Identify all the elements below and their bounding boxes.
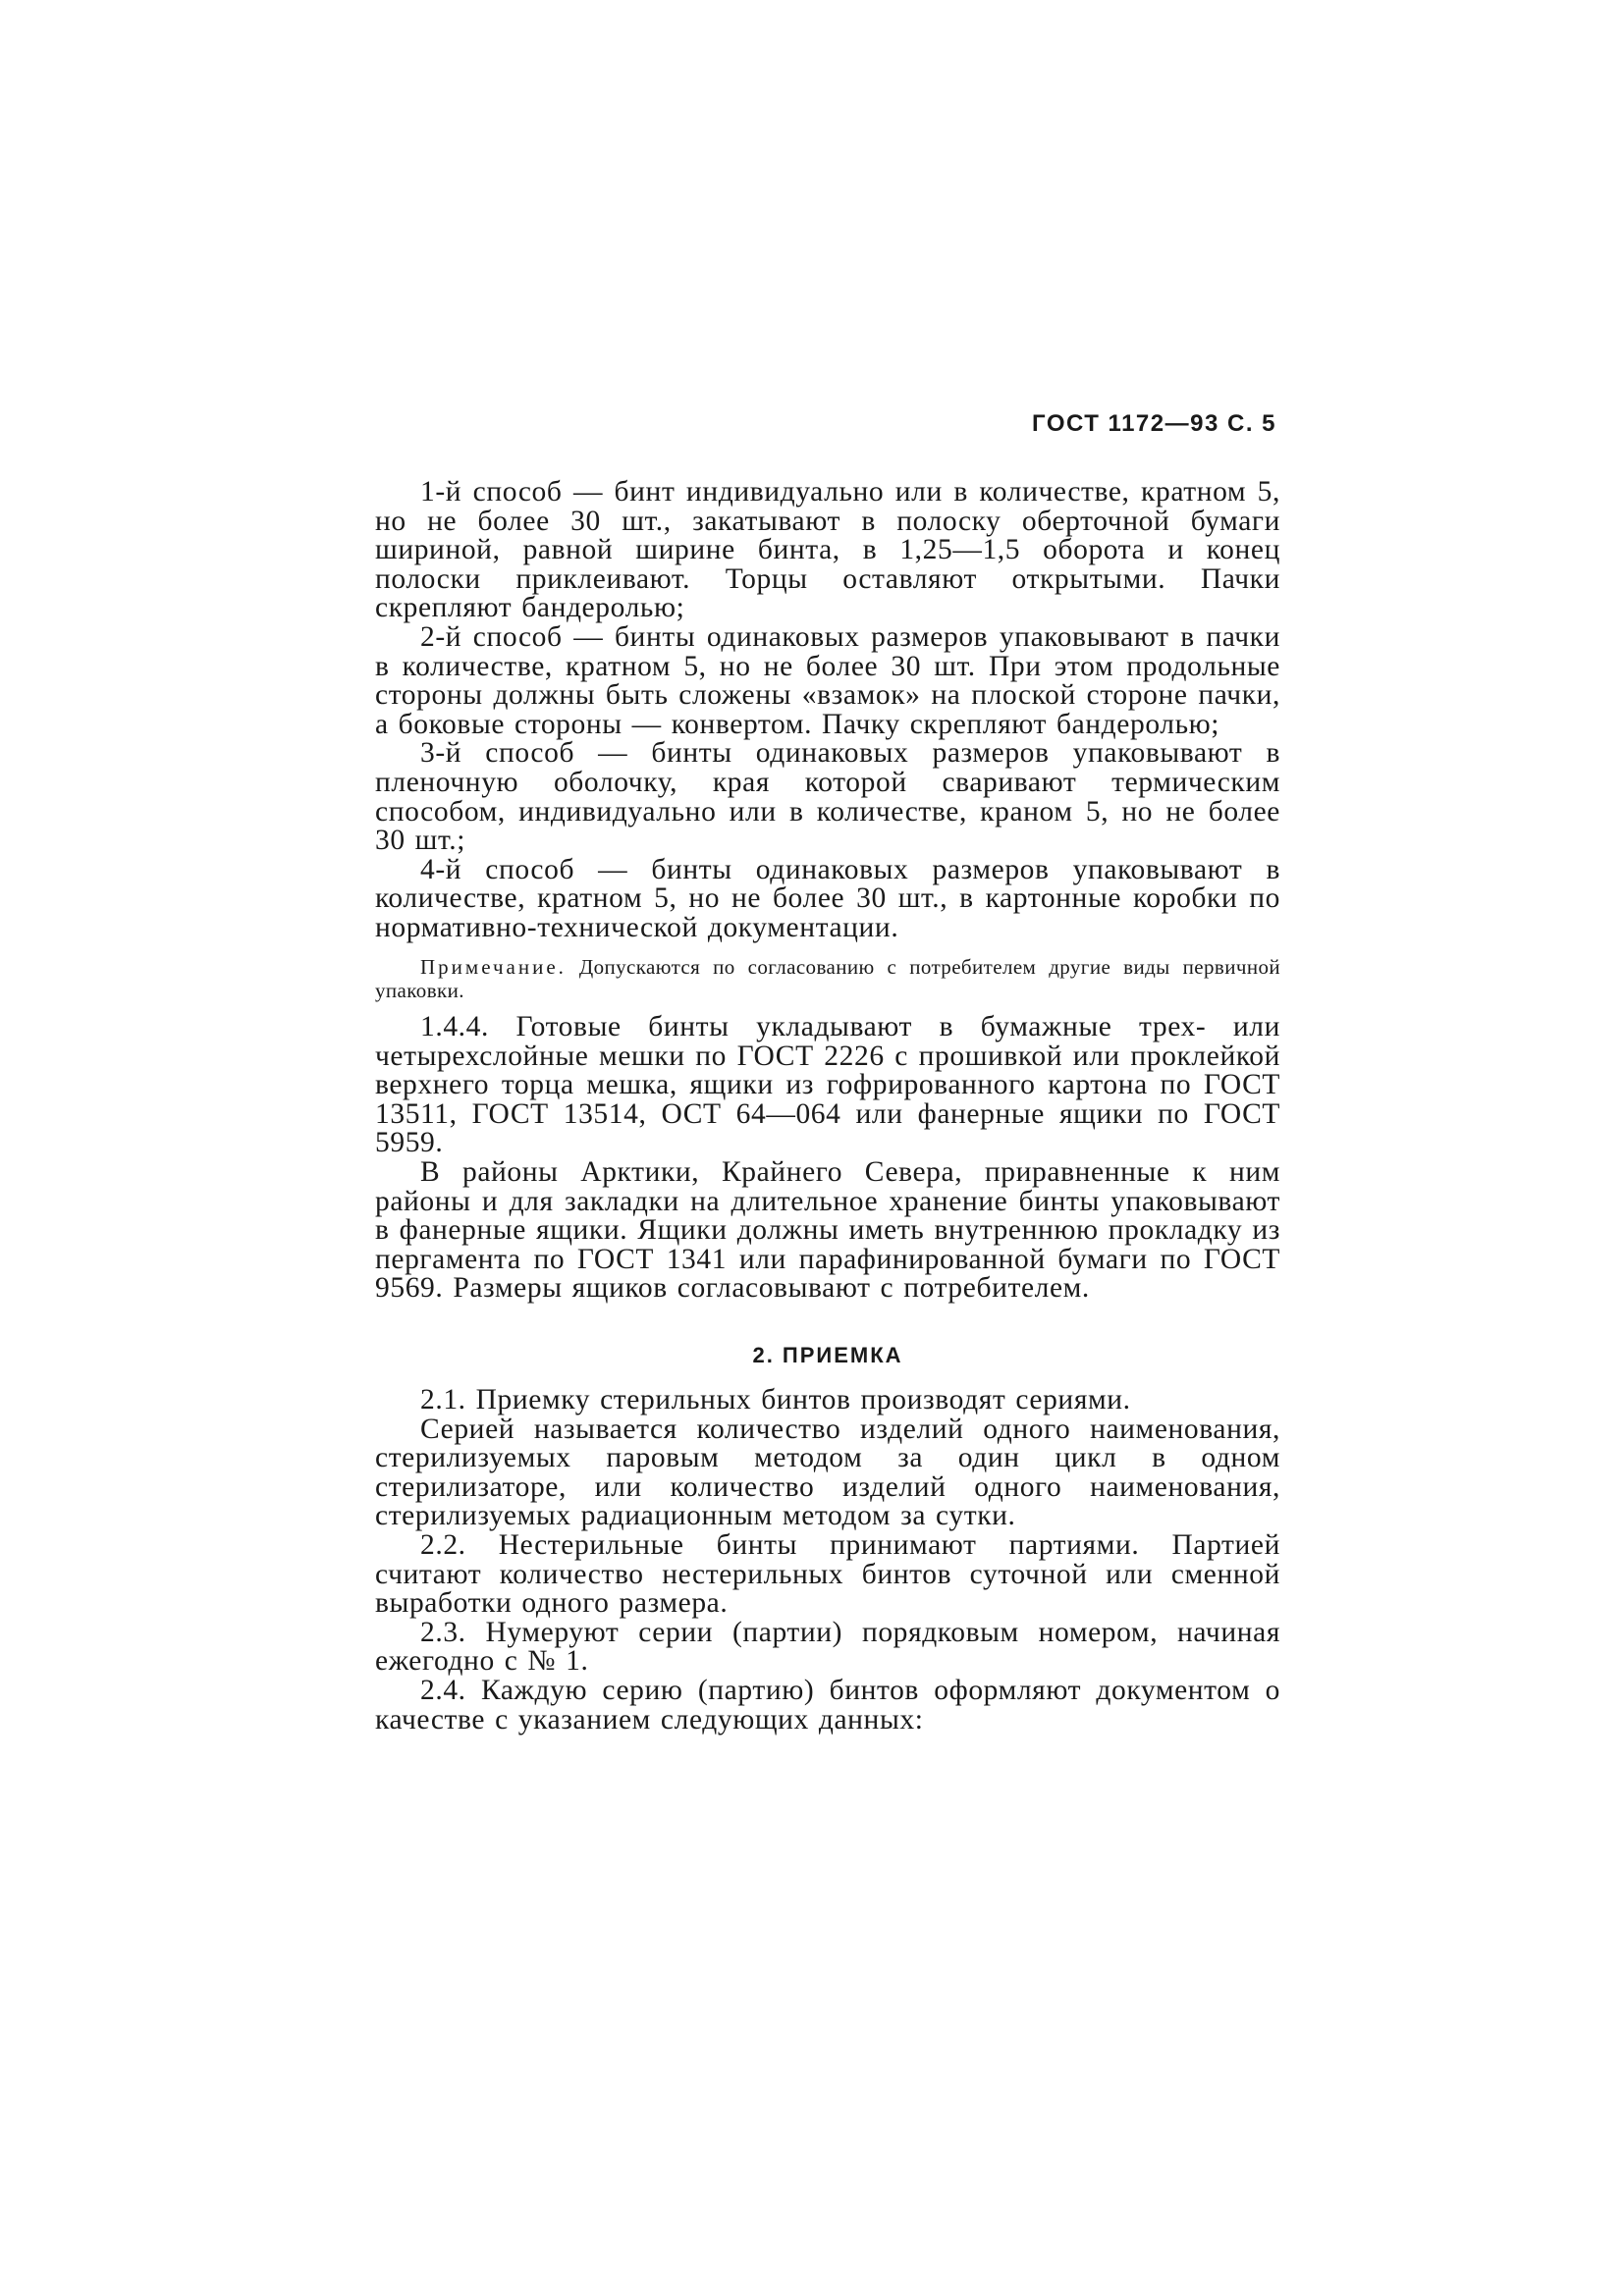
note-text: Допускаются по согласованию с потребителем другие виды первичной упаковки. — [375, 955, 1280, 1002]
paragraph-arctic: В районы Арктики, Крайнего Севера, приравненные к ним районы и для закладки на длительное хранение бинты упаковывают в фанерные ящики. Ящики должны иметь внутреннюю прокладку из пергамента по ГОСТ 1341 или парафинированной бумаги по ГОСТ 9569. Размеры ящиков согласовывают с потребителем. — [375, 1155, 1280, 1305]
paragraph-2-2: 2.2. Нестерильные бинты принимают партиями. Партией считают количество нестерильных бинтов суточной или сменной выработки одного размера. — [375, 1528, 1280, 1620]
paragraph-series-definition: Серией называется количество изделий одного наименования, стерилизуемых паровым методом за один цикл в одном стерилизаторе, или количество изделий одного наименования, стерилизуемых радиационным методом за сутки. — [375, 1413, 1280, 1532]
paragraph-method-1: 1-й способ — бинт индивидуально или в количестве, кратном 5, но не более 30 шт., закатывают в полоску оберточной бумаги шириной, равной ширине бинта, в 1,25—1,5 оборота и конец полоски приклеивают. Торцы оставляют открытыми. Пачки скрепляют бандеролью; — [375, 476, 1280, 624]
paragraph-1-4-4: 1.4.4. Готовые бинты укладывают в бумажные трех- или четырехслойные мешки по ГОСТ 2226 с прошивкой или проклейкой верхнего торца мешка, ящики из гофрированного картона по ГОСТ 13511, ГОСТ 13514, ОСТ 64—064 или фанерные ящики по ГОСТ 5959. — [375, 1011, 1280, 1159]
note-lead: Примечание. — [420, 955, 567, 979]
paragraph-2-4: 2.4. Каждую серию (партию) бинтов оформляют документом о качестве с указанием следующих данных: — [375, 1674, 1280, 1735]
paragraph-method-2: 2-й способ — бинты одинаковых размеров упаковывают в пачки в количестве, кратном 5, но не более 30 шт. При этом продольные стороны должны быть сложены «взамок» на плоской стороне пачки, а боковые стороны — конвертом. Пачку скрепляют бандеролью; — [375, 620, 1280, 740]
paragraph-2-1: 2.1. Приемку стерильных бинтов производят сериями. — [420, 1384, 1131, 1415]
shipping-packaging-block — [375, 1013, 1280, 1304]
paragraph-2-3: 2.3. Нумеруют серии (партии) порядковым номером, начиная ежегодно с № 1. — [375, 1616, 1280, 1678]
section-title-acceptance: 2. ПРИЕМКА — [752, 1343, 903, 1367]
paragraph-method-4: 4-й способ — бинты одинаковых размеров упаковывают в количестве, кратном 5, но не более 30 шт., в картонные коробки по нормативно-технической документации. — [375, 853, 1280, 943]
running-header: ГОСТ 1172—93 С. 5 — [1032, 410, 1276, 437]
packaging-methods-block — [375, 478, 1280, 943]
paragraph-method-3: 3-й способ — бинты одинаковых размеров упаковывают в пленочную оболочку, края которой сваривают термическим способом, индивидуально или в количестве, краном 5, но не более 30 шт.; — [375, 737, 1280, 857]
note-block — [375, 955, 1280, 1002]
acceptance-block — [375, 1386, 1280, 1735]
note-paragraph — [375, 955, 1280, 1002]
